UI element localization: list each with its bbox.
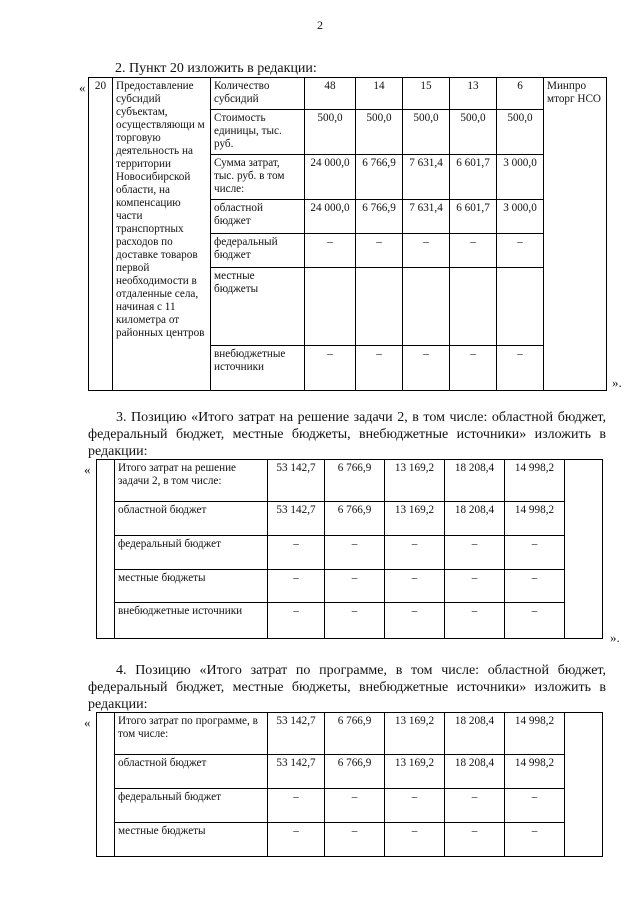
empty-executor-cell	[565, 713, 603, 857]
value-cell: –	[325, 536, 385, 570]
row-label: областной бюджет	[115, 502, 268, 536]
value-cell: 3 000,0	[497, 155, 544, 200]
row-label: областной бюджет	[211, 200, 305, 234]
value-cell: 6 766,9	[325, 755, 385, 789]
value-cell: –	[325, 603, 385, 639]
section4-open-quote: «	[84, 715, 91, 730]
value-cell: 14 998,2	[505, 460, 565, 502]
row-label: местные бюджеты	[115, 823, 268, 857]
value-cell: 500,0	[403, 110, 450, 155]
empty-number-cell	[97, 713, 115, 857]
value-cell: 14 998,2	[505, 755, 565, 789]
value-cell: 13 169,2	[385, 460, 445, 502]
empty-number-cell	[97, 460, 115, 639]
value-cell: –	[445, 536, 505, 570]
section3-close-quote: ».	[610, 630, 620, 645]
value-cell: –	[385, 570, 445, 603]
value-cell: –	[268, 603, 325, 639]
section2-open-quote: «	[79, 80, 86, 95]
value-cell: –	[385, 536, 445, 570]
value-cell: –	[325, 823, 385, 857]
value-cell: 6 766,9	[325, 502, 385, 536]
value-cell: 14 998,2	[505, 713, 565, 755]
row-label: федеральный бюджет	[211, 234, 305, 268]
value-cell: 53 142,7	[268, 713, 325, 755]
table-row	[97, 603, 603, 639]
measure-description: Предоставление субсидий субъектам, осуществляющи м торговую деятельность на территории Новосибирской области, на компенсацию части транспортных расходов по доставке товаров первой необходимости в отдаленные села, начиная с 11 километра от районных центров	[113, 78, 211, 391]
value-cell: 13	[450, 78, 497, 110]
value-cell	[403, 268, 450, 346]
value-cell: –	[505, 603, 565, 639]
row-label: внебюджетные источники	[211, 346, 305, 391]
value-cell: –	[385, 789, 445, 823]
row-label: Сумма затрат, тыс. руб. в том числе:	[211, 155, 305, 200]
value-cell: –	[356, 346, 403, 391]
row-label: Итого затрат по программе, в том числе:	[115, 713, 268, 755]
section2-close-quote: ».	[612, 375, 622, 390]
section3-table	[96, 459, 603, 639]
value-cell: –	[268, 789, 325, 823]
row-label: внебюджетные источники	[115, 603, 268, 639]
table-row	[97, 713, 603, 755]
row-label: областной бюджет	[115, 755, 268, 789]
value-cell: 53 142,7	[268, 502, 325, 536]
value-cell: –	[445, 603, 505, 639]
value-cell: 24 000,0	[305, 155, 356, 200]
section4-table	[96, 712, 603, 857]
value-cell: 500,0	[497, 110, 544, 155]
value-cell: –	[385, 603, 445, 639]
value-cell: 6 601,7	[450, 155, 497, 200]
table-row	[97, 460, 603, 502]
value-cell: 48	[305, 78, 356, 110]
value-cell: 6 766,9	[325, 460, 385, 502]
responsible-executor: Минпро мторг НСО	[544, 78, 607, 391]
value-cell: 6 601,7	[450, 200, 497, 234]
value-cell: 18 208,4	[445, 755, 505, 789]
value-cell: 7 631,4	[403, 155, 450, 200]
value-cell: 500,0	[450, 110, 497, 155]
row-label: Стоимость единицы, тыс. руб.	[211, 110, 305, 155]
value-cell: 3 000,0	[497, 200, 544, 234]
value-cell	[305, 268, 356, 346]
row-label: местные бюджеты	[115, 570, 268, 603]
value-cell: –	[445, 789, 505, 823]
value-cell: –	[505, 823, 565, 857]
section4-heading: 4. Позицию «Итого затрат по программе, в том числе: областной бюджет, федеральный бюджет, местные бюджеты, внебюджетные источники» изложить в редакции:	[88, 663, 606, 712]
value-cell: 6	[497, 78, 544, 110]
value-cell: –	[450, 346, 497, 391]
value-cell: –	[385, 823, 445, 857]
value-cell: –	[325, 570, 385, 603]
row-label: федеральный бюджет	[115, 789, 268, 823]
value-cell: 500,0	[305, 110, 356, 155]
value-cell: 13 169,2	[385, 502, 445, 536]
row-label: Количество субсидий	[211, 78, 305, 110]
value-cell: –	[505, 536, 565, 570]
value-cell: 18 208,4	[445, 460, 505, 502]
value-cell	[450, 268, 497, 346]
value-cell: –	[505, 789, 565, 823]
value-cell: –	[497, 346, 544, 391]
value-cell: 18 208,4	[445, 502, 505, 536]
value-cell: –	[268, 823, 325, 857]
value-cell: 53 142,7	[268, 460, 325, 502]
value-cell	[356, 268, 403, 346]
value-cell: 14 998,2	[505, 502, 565, 536]
value-cell: –	[505, 570, 565, 603]
value-cell: –	[445, 823, 505, 857]
table-row	[97, 570, 603, 603]
table-row	[97, 536, 603, 570]
value-cell: 13 169,2	[385, 713, 445, 755]
value-cell: –	[450, 234, 497, 268]
table-row	[89, 78, 607, 110]
value-cell	[497, 268, 544, 346]
value-cell: 18 208,4	[445, 713, 505, 755]
empty-executor-cell	[565, 460, 603, 639]
row-number: 20	[89, 78, 113, 391]
section3-open-quote: «	[84, 462, 91, 477]
value-cell: 14	[356, 78, 403, 110]
table-row	[97, 789, 603, 823]
value-cell: 13 169,2	[385, 755, 445, 789]
value-cell: 15	[403, 78, 450, 110]
value-cell: 500,0	[356, 110, 403, 155]
section2-heading: 2. Пункт 20 изложить в редакции:	[115, 61, 317, 76]
table-row	[97, 755, 603, 789]
row-label: местные бюджеты	[211, 268, 305, 346]
table-row	[97, 823, 603, 857]
row-label: Итого затрат на решение задачи 2, в том числе:	[115, 460, 268, 502]
section3-heading: 3. Позицию «Итого затрат на решение задачи 2, в том числе: областной бюджет, федеральный бюджет, местные бюджеты, внебюджетные источники» изложить в редакции:	[88, 410, 606, 459]
table-row	[97, 502, 603, 536]
value-cell: 24 000,0	[305, 200, 356, 234]
value-cell: –	[268, 536, 325, 570]
value-cell: –	[497, 234, 544, 268]
value-cell: –	[268, 570, 325, 603]
value-cell: 6 766,9	[325, 713, 385, 755]
value-cell: –	[325, 789, 385, 823]
value-cell: –	[305, 234, 356, 268]
value-cell: –	[403, 346, 450, 391]
value-cell: 6 766,9	[356, 200, 403, 234]
section2-table	[88, 77, 607, 391]
value-cell: 6 766,9	[356, 155, 403, 200]
value-cell: –	[403, 234, 450, 268]
page-number: 2	[317, 18, 323, 32]
value-cell: 7 631,4	[403, 200, 450, 234]
value-cell: –	[305, 346, 356, 391]
value-cell: –	[356, 234, 403, 268]
value-cell: 53 142,7	[268, 755, 325, 789]
value-cell: –	[445, 570, 505, 603]
row-label: федеральный бюджет	[115, 536, 268, 570]
